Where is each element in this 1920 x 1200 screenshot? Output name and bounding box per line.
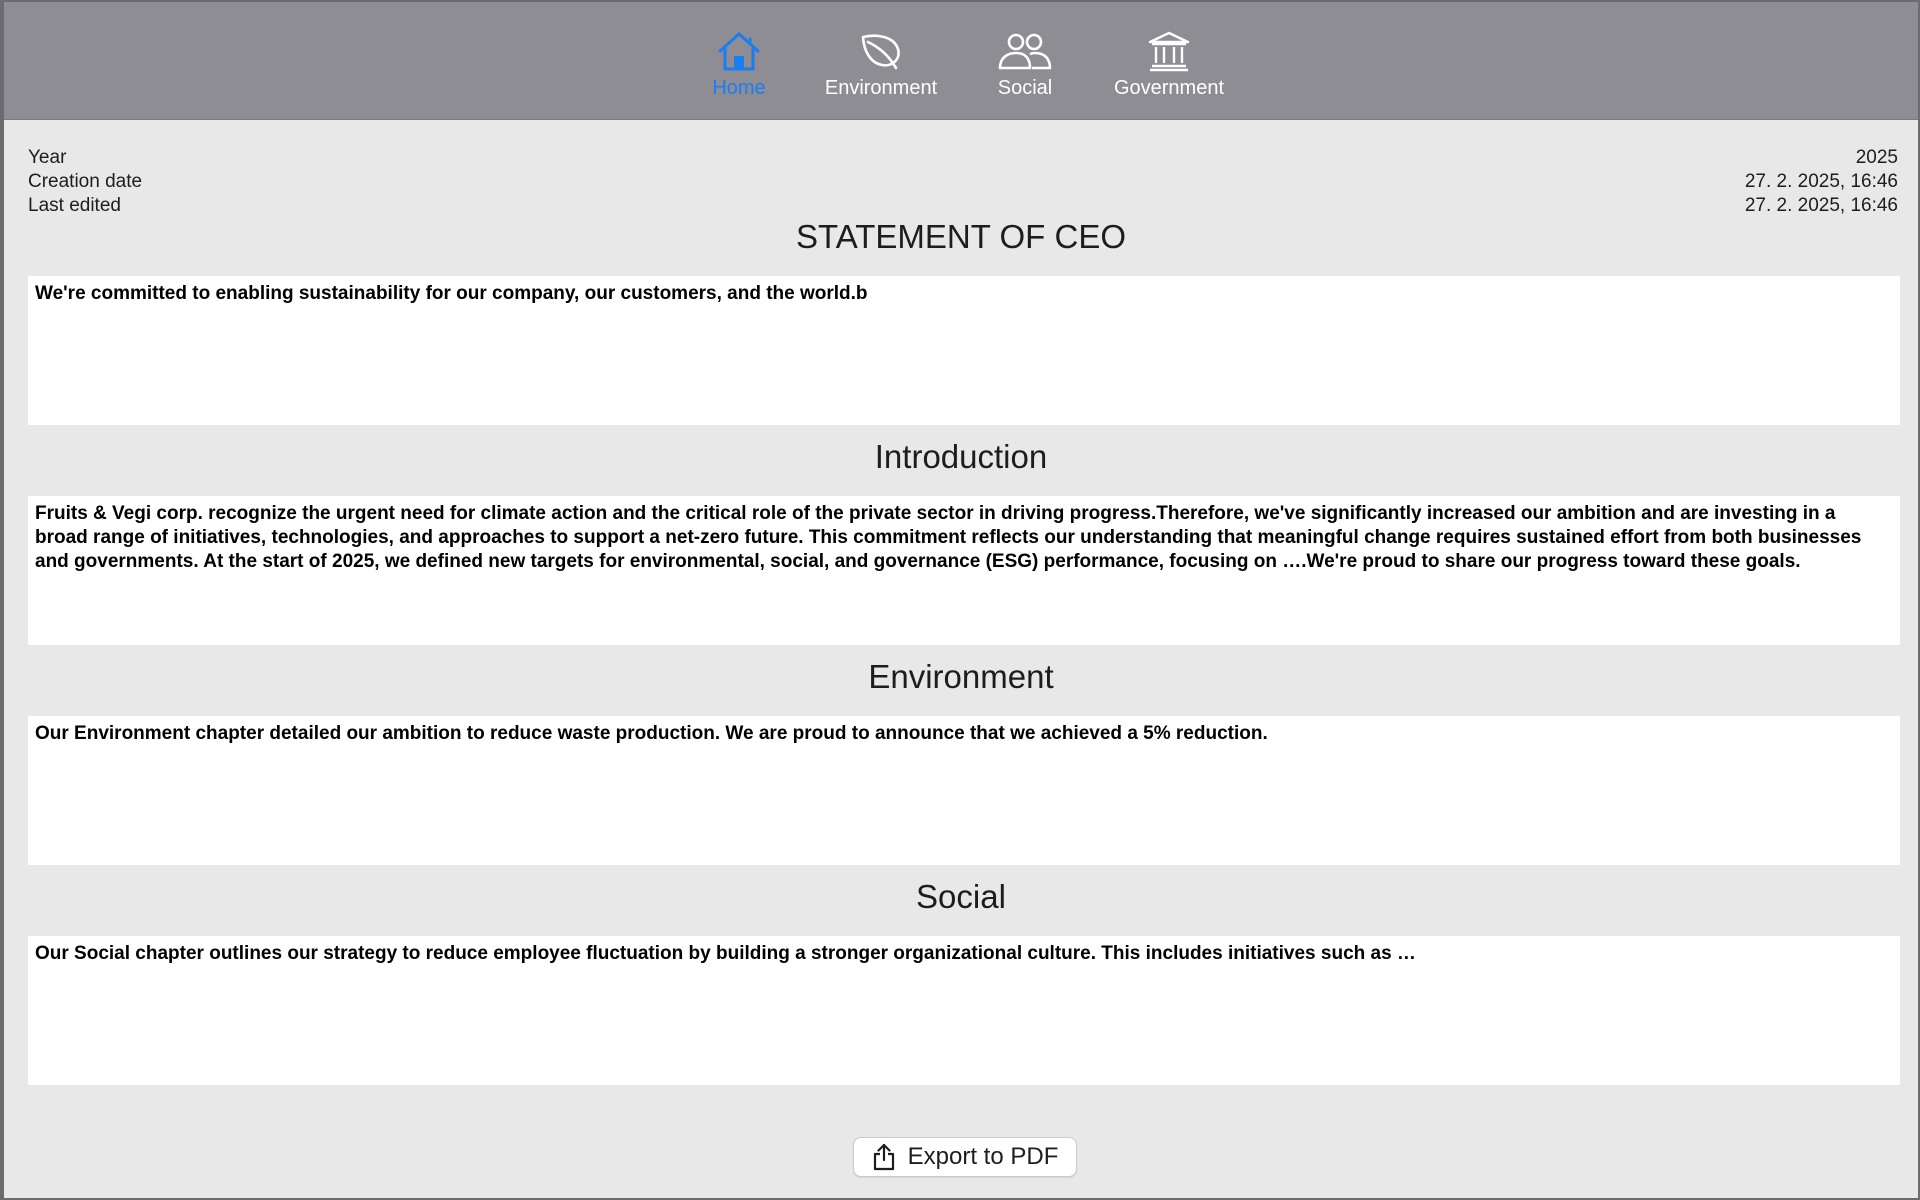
tab-environment[interactable] (816, 28, 946, 104)
environment-section-title: Environment (868, 658, 1054, 695)
social-text-editor[interactable]: Our Social chapter outlines our strategy to reduce employee fluctuation by building a stronger organizational culture. This includes initiatives such as … (28, 936, 1900, 1085)
tab-social[interactable] (980, 28, 1070, 104)
tab-government[interactable] (1104, 28, 1234, 104)
tab-government-label: Government (1113, 77, 1225, 99)
people-icon (997, 32, 1053, 72)
meta-edited-value: 27. 2. 2025, 16:46 (1744, 195, 1898, 216)
export-pdf-button[interactable] (853, 1137, 1077, 1177)
ceo-section-title: STATEMENT OF CEO (795, 218, 1127, 255)
share-icon (872, 1143, 896, 1171)
app-window (4, 2, 1918, 1198)
meta-year-value: 2025 (1855, 147, 1898, 168)
home-icon (715, 30, 763, 72)
meta-year-label: Year (28, 147, 67, 168)
report-meta (28, 146, 1898, 218)
building-columns-icon (1147, 30, 1191, 72)
tab-bar (4, 2, 1918, 120)
tab-social-label: Social (997, 77, 1053, 99)
ceo-text-editor[interactable]: We're committed to enabling sustainability for our company, our customers, and the world.b (28, 276, 1900, 425)
meta-creation-value: 27. 2. 2025, 16:46 (1744, 171, 1898, 192)
meta-year-row (28, 146, 1898, 170)
export-pdf-label: Export to PDF (907, 1143, 1059, 1170)
introduction-section-title: Introduction (874, 438, 1048, 475)
environment-text-editor[interactable]: Our Environment chapter detailed our ambition to reduce waste production. We are proud to announce that we achieved a 5% reduction. (28, 716, 1900, 865)
introduction-text-editor[interactable]: Fruits & Vegi corp. recognize the urgent need for climate action and the critical role of the private sector in driving progress.Therefore, we've significantly increased our ambition and are investing in a broad range of initiatives, technologies, and approaches to support a net-zero future. This commitment reflects our understanding that meaningful change requires sustained effort from both businesses and governments. At the start of 2025, we defined new targets for environmental, social, and governance (ESG) performance, focusing on ….We're proud to share our progress toward these goals. (28, 496, 1900, 645)
meta-creation-label: Creation date (28, 171, 143, 192)
social-section-title: Social (916, 878, 1006, 915)
meta-edited-row (28, 194, 1898, 218)
tab-home[interactable] (684, 28, 794, 104)
meta-creation-row (28, 170, 1898, 194)
tab-environment-label: Environment (824, 77, 938, 99)
leaf-icon (858, 32, 904, 72)
tab-home-label: Home (712, 77, 766, 99)
meta-edited-label: Last edited (28, 195, 121, 216)
